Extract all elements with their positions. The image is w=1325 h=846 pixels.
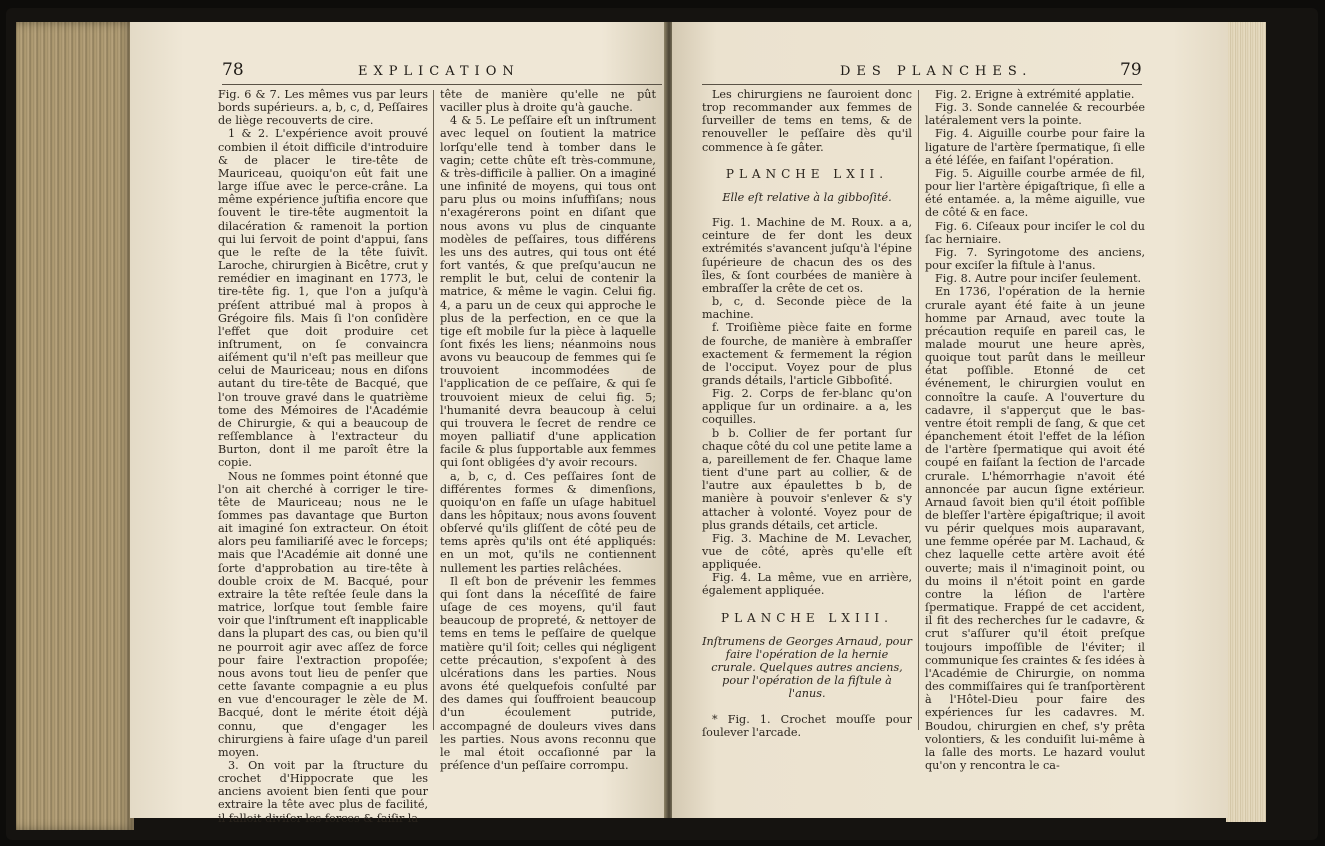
figure-item: * Fig. 1. Crochet mouſſe pour ſoulever l'arcade. [702, 712, 912, 739]
figure-item: Fig. 8. Autre pour inciſer ſeulement. [935, 272, 1142, 286]
figure-item: Fig. 4. La même, vue en arrière, également appliquée. [702, 571, 912, 598]
paragraph: Fig. 6 & 7. Les mêmes vus par leurs bords supérieurs. a, b, c, d, Peſſaires de liège recouverts de cire. [218, 88, 428, 128]
page-number-right: 79 [1120, 60, 1142, 80]
running-head-left: EXPLICATION [358, 64, 520, 79]
figure-item: f. Troiſième pièce faite en forme de fourche, de manière à embraſſer exactement & fermement la région de l'occiput. Voyez pour de plus grands détails, l'article Gibboſité. [702, 321, 912, 387]
plate-caption: Inſtrumens de Georges Arnaud, pour faire l'opération de la hernie crurale. Quelques autres anciens, pour l'opération de la fiſtule à l'anus. [702, 634, 912, 701]
paragraph: Les chirurgiens ne ſauroient donc trop recommander aux femmes de ſurveiller de tems en tems, & de renouveller le peſſaire dès qu'il commence à ſe gâter. [702, 88, 912, 154]
figure-item: Fig. 2. Corps de fer-blanc qu'on applique ſur un ordinaire. a a, les coquilles. [702, 387, 912, 427]
paragraph: Nous ne ſommes point étonné que l'on ait cherché à corriger le tire-tête de Mauriceau; nous ne le ſommes pas davantage que Burton ait imaginé ſon extracteur. On étoit alors peu familiariſé avec le forceps; mais que l'Académie ait donné une ſorte d'approbation au tire-tête à double croix de M. Bacqué, pour extraire la tête reſtée ſeule dans la matrice, lorſque tout ſemble faire voir que l'inſtrument eſt inapplicable dans la plupart des cas, ou bien qu'il ne pourroit agir avec aſſez de force pour faire l'extraction propoſée; nous avons tout lieu de penſer que cette ſavante compagnie a eu plus en vue d'encourager le zèle de M. Bacqué, dont le mérite étoit déjà connu, que d'engager les chirurgiens à faire uſage d'un pareil moyen. [218, 469, 428, 759]
page-edges-right [1226, 22, 1266, 822]
right-column-2 [925, 88, 1145, 772]
paragraph: 3. On voit par la ſtructure du crochet d'Hippocrate que les anciens avoient bien ſenti que pour extraire la tête avec plus de facilité, il falloit diviſer les forces & ſaiſir la [218, 758, 428, 825]
left-column-2 [440, 88, 656, 772]
paragraph: 4 & 5. Le peſſaire eſt un inſtrument avec lequel on ſoutient la matrice lorſqu'elle tend à tomber dans le vagin; cette chûte eſt très-commune, & très-difficile à pallier. On a imaginé une infinité de moyens, qui tous ont paru plus ou moins inſuffiſans; nous n'exagérerons point en diſant que nous avons vu plus de cinquante modèles de peſſaires, tous différens les uns des autres, qui tous ont été fort vantés, & que preſqu'aucun ne remplit le but, celui de contenir la matrice, & même le vagin. Celui fig. 4, a paru un de ceux qui approche le plus de la perfection, en ce que la tige eſt mobile ſur la pièce à laquelle ſont fixés les liens; néanmoins nous avons vu beaucoup de femmes qui ſe trouvoient incommodées de l'application de ce peſſaire, & qui ſe trouvoient mieux de celui fig. 5; l'humanité devra beaucoup à celui qui trouvera le ſecret de rendre ce moyen palliatif d'une application facile & plus ſupportable aux femmes qui ſont obligées d'y avoir recours. [440, 114, 656, 470]
page-number-left: 78 [222, 60, 244, 80]
right-column-1 [702, 88, 912, 739]
figure-item: Fig. 2. Erigne à extrémité applatie. [935, 88, 1135, 101]
figure-item: Fig. 7. Syringotome des anciens, pour exciſer la fiſtule à l'anus. [925, 245, 1145, 273]
paragraph: tête de manière qu'elle ne pût vaciller plus à droite qu'à gauche. [440, 88, 656, 115]
figure-item: Fig. 3. Sonde cannelée & recourbée latéralement vers la pointe. [925, 101, 1145, 128]
right-page [672, 22, 1228, 818]
plate-title: PLANCHE LXIII. [721, 610, 893, 625]
figure-item: Fig. 1. Machine de M. Roux. a a, ceinture de fer dont les deux extrémités s'avancent juſqu'à l'épine ſupérieure de chacun des os des îles, & ſont courbées de manière à embraſſer la crête de cet os. [702, 216, 912, 295]
paragraph: a, b, c, d. Ces peſſaires ſont de différentes formes & dimenſions, quoiqu'on en faſſe un uſage habituel dans les hôpitaux; nous avons ſouvent obſervé qu'ils gliſſent de côté peu de tems après qu'ils ont été appliqués: en un mot, qu'ils ne contiennent nullement les parties relâchées. [440, 469, 656, 575]
left-column-1 [218, 88, 428, 825]
page-edges-left [16, 22, 134, 830]
figure-item: Fig. 6. Ciſeaux pour inciſer le col du ſac herniaire. [925, 219, 1145, 246]
figure-item: Fig. 5. Aiguille courbe armée de fil, pour lier l'artère épigaſtrique, ſi elle a été entamée. a, la même aiguille, vue de côté & en face. [925, 166, 1145, 220]
header-rule-right [702, 84, 1142, 85]
figure-item: b, c, d. Seconde pièce de la machine. [702, 295, 912, 322]
paragraph: Il eſt bon de prévenir les femmes qui ſont dans la néceſſité de faire uſage de ces moyens, qu'il faut beaucoup de propreté, & nettoyer de tems en tems le peſſaire de quelque matière qu'il ſoit; celles qui négligent cette précaution, s'expoſent à des ulcérations dans les parties. Nous avons été quelquefois conſulté par des dames qui ſouffroient beaucoup d'un écoulement putride, accompagné de douleurs vives dans les parties. Nous avons reconnu que le mal étoit occaſionné par la préſence d'un peſſaire corrompu. [440, 574, 656, 772]
plate-caption: Elle eſt relative à la gibboſité. [722, 190, 892, 204]
figure-item: b b. Collier de fer portant ſur chaque côté du col une petite lame a a, pareillement de fer. Chaque lame tient d'une part au collier, & de l'autre aux épaulettes b b, de manière à pouvoir s'enlever & s'y attacher à volonté. Voyez pour de plus grands détails, cet article. [702, 426, 912, 532]
paragraph: En 1736, l'opération de la hernie crurale ayant été faite à un jeune homme par Arnaud, avec toute la précaution requiſe en pareil cas, le malade mourut une heure après, quoique tout parût dans le meilleur état poſſible. Etonné de cet événement, le chirurgien voulut en connoître la cauſe. A l'ouverture du cadavre, il s'apperçut que le bas-ventre étoit rempli de ſang, & que cet épanchement étoit l'effet de la léſion de l'artère ſpermatique qui avoit été coupé en faiſant la ſection de l'arcade crurale. L'hémorrhagie n'avoit été annoncée par aucun ſigne extérieur. Arnaud ſavoit bien qu'il étoit poſſible de bleſſer l'artère épigaſtrique; il avoit vu périr quelques mois auparavant, une femme opérée par M. Lachaud, & chez laquelle cette artère avoit été ouverte; mais il n'imaginoit point, ou du moins il n'étoit point en garde contre la léſion de l'artère ſpermatique. Frappé de cet accident, il fit des recherches ſur le cadavre, & crut s'aſſurer qu'il étoit preſque toujours impoſſible de l'éviter; il communique ſes craintes & ſes idées à l'Académie de Chirurgie, on nomma des commiſſaires qui ſe tranſportèrent à l'Hôtel-Dieu pour faire des expériences ſur les cadavres. M. Boudou, chirurgien en chef, s'y prêta volontiers, & les conduiſit lui-même à la ſalle des morts. Le hazard voulut qu'on y rencontra le ca- [925, 285, 1145, 772]
left-page [130, 22, 666, 825]
paragraph: 1 & 2. L'expérience avoit prouvé combien il étoit difficile d'introduire & de placer le tire-tête de Mauriceau, quoiqu'on eût fait une large iſſue avec le perce-crâne. La même expérience juſtifia encore que ſouvent le tire-tête augmentoit la dilacération & ramenoit la portion qui lui ſervoit de point d'appui, ſans que le reſte de la tête ſuivît. Laroche, chirurgien à Bicêtre, crut y remédier en imaginant en 1773, le tire-tête fig. 1, que l'on a juſqu'à préſent attribué mal à propos à Grégoire fils. Mais ſi l'on conſidère l'effet que doit produire cet inſtrument, on ſe convaincra aiſément qu'il n'eſt pas meilleur que celui de Mauriceau; nous en diſons autant du tire-tête de Bacqué, que l'on trouve gravé dans le quatrième tome des Mémoires de l'Académie de Chirurgie, & qui a beaucoup de reſſemblance à l'extracteur du Burton, dont il me paroît être la copie. [218, 127, 428, 470]
column-separator-right [918, 90, 919, 730]
plate-title: PLANCHE LXII. [725, 166, 889, 181]
figure-item: Fig. 3. Machine de M. Levacher, vue de côté, après qu'elle eſt appliquée. [702, 531, 912, 572]
running-head-right: DES PLANCHES. [840, 64, 1033, 79]
column-separator-left [433, 90, 434, 730]
header-rule-left [222, 84, 662, 85]
figure-item: Fig. 4. Aiguille courbe pour faire la ligature de l'artère ſpermatique, ſi elle a été léſée, en faiſant l'opération. [925, 127, 1145, 167]
